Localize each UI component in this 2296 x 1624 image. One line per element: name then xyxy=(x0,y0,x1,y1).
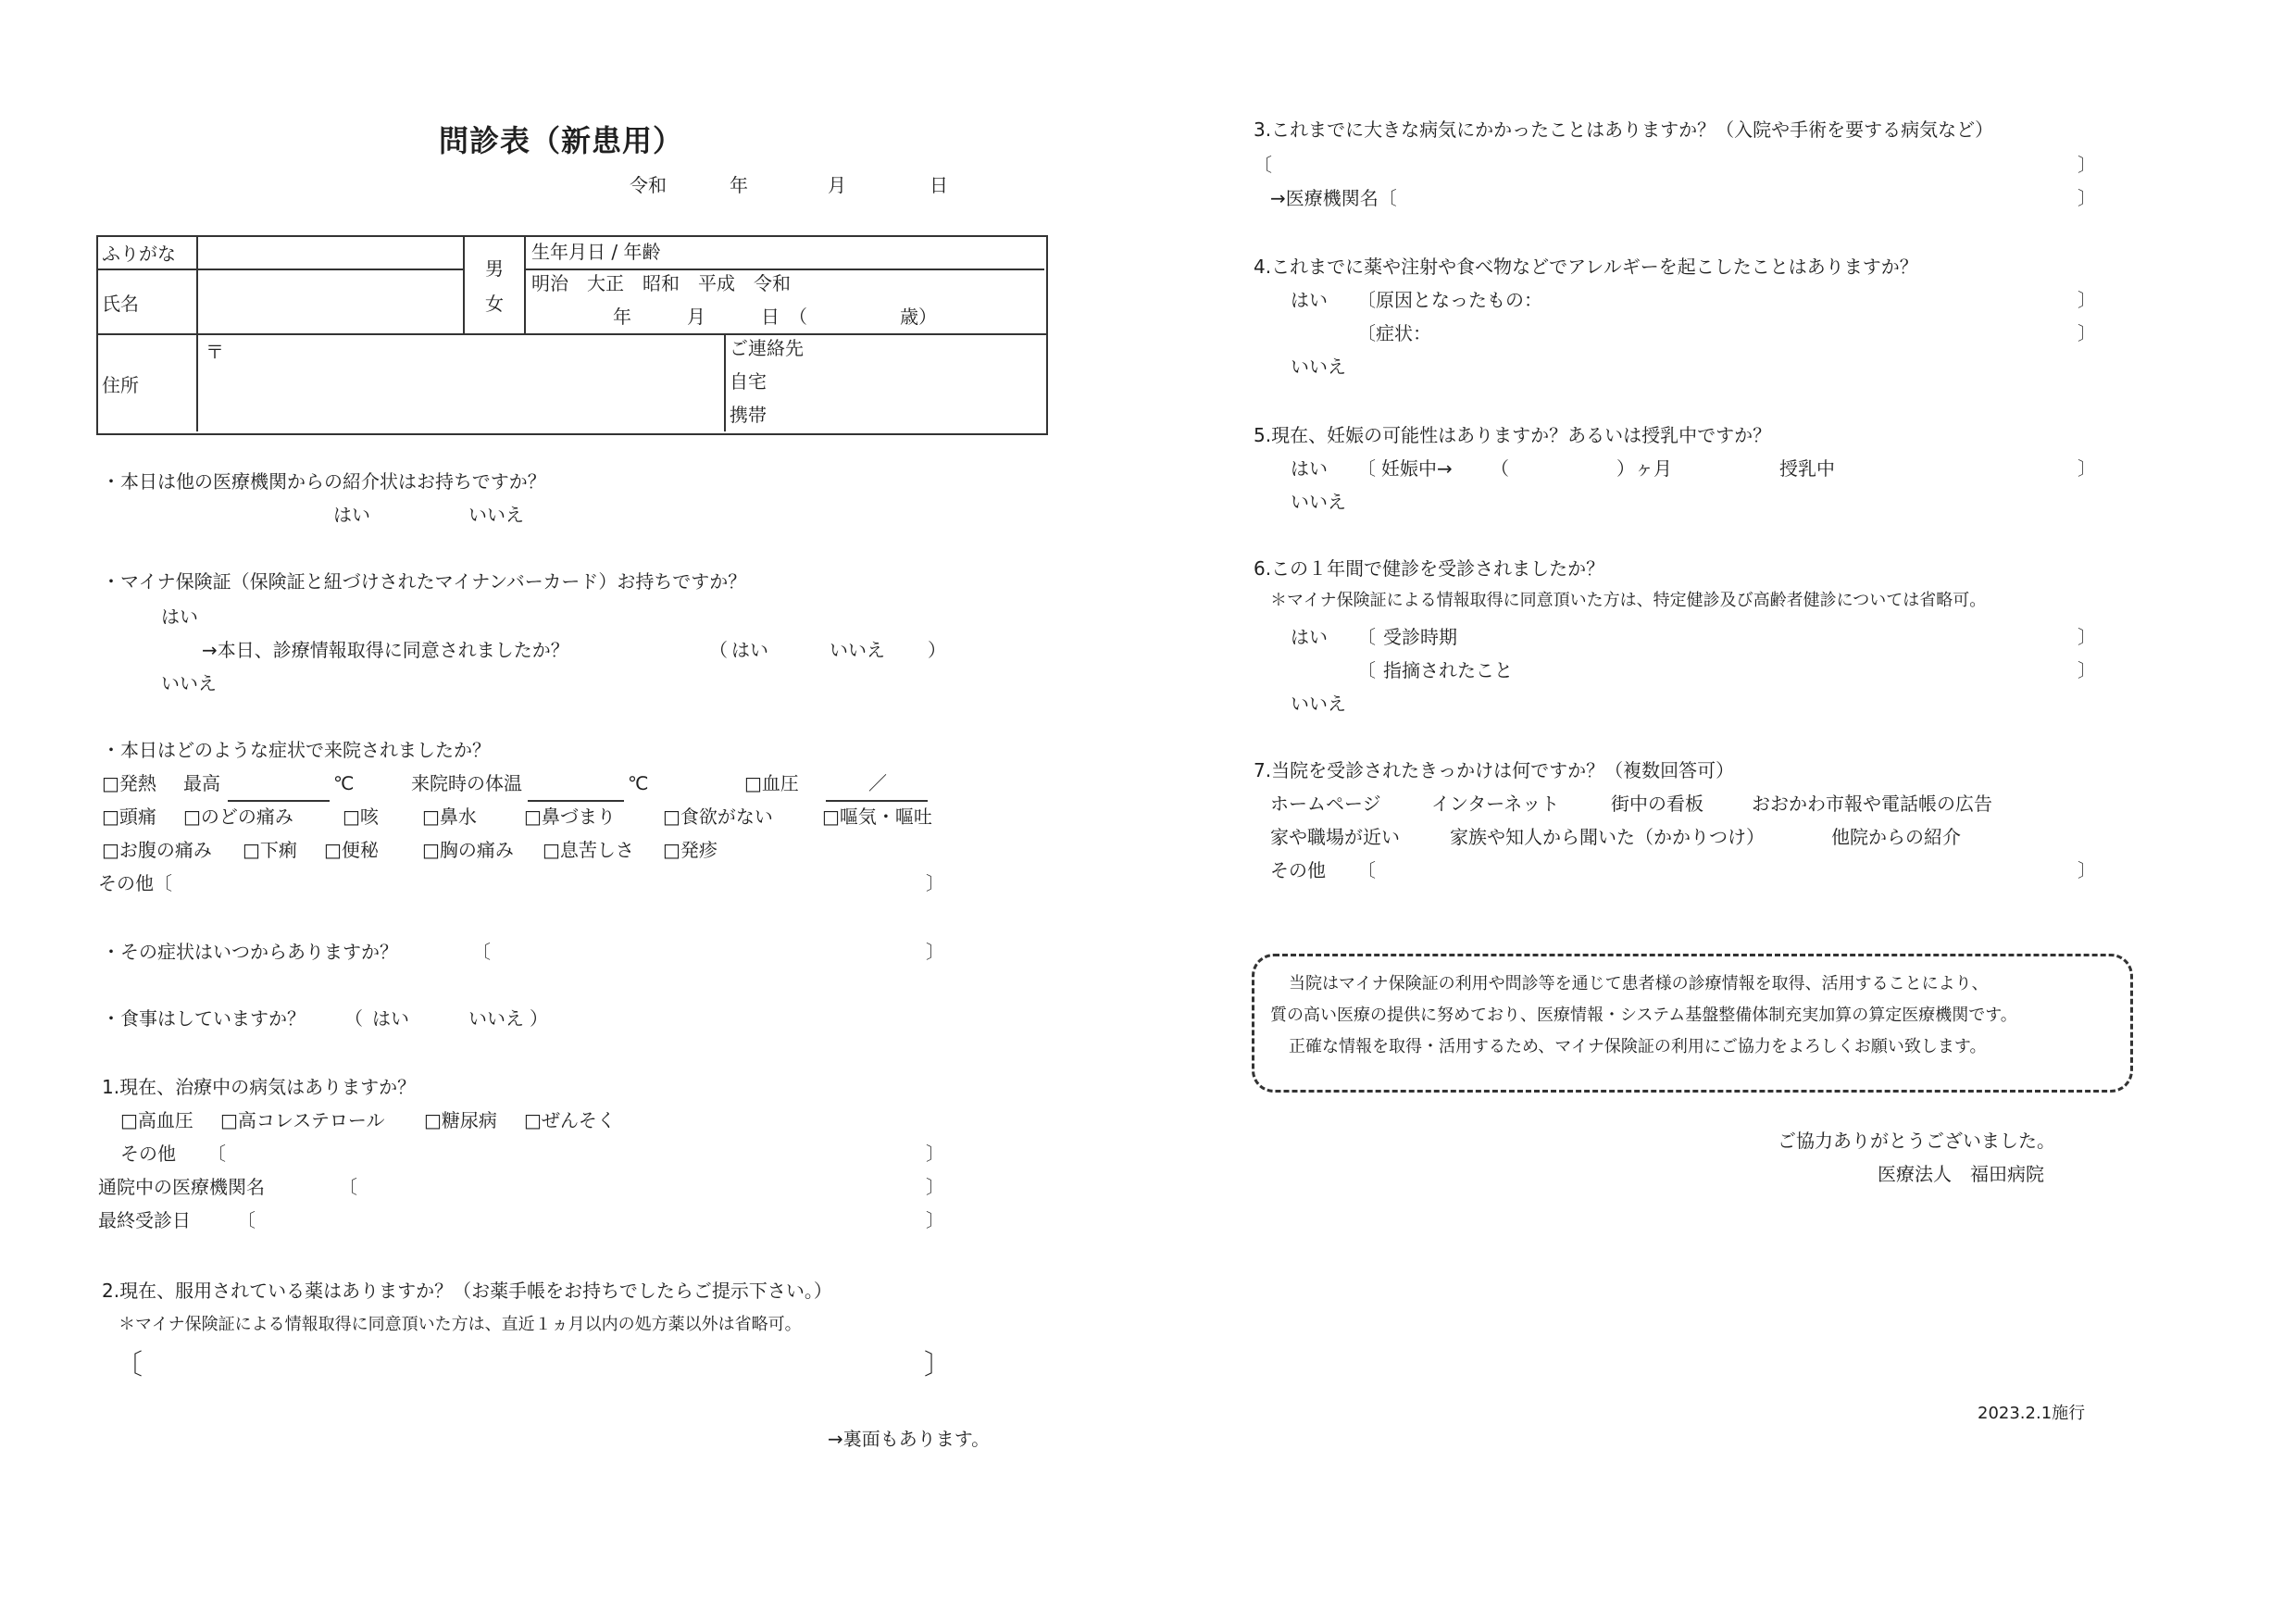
since-field[interactable] xyxy=(494,939,922,965)
q6-timing-open: 〔 xyxy=(1357,626,1376,648)
symptom-blood-pressure[interactable]: □血圧 xyxy=(744,772,799,794)
q5-open: 〔 xyxy=(1357,457,1376,480)
q1-last-visit-open: 〔 xyxy=(237,1209,256,1231)
q6-timing-close: 〕 xyxy=(2078,626,2096,648)
q7-other-close: 〕 xyxy=(2078,859,2096,881)
since-open: 〔 xyxy=(472,941,491,963)
mobile-phone-label: 携帯 xyxy=(730,404,767,426)
notice-line-1: 当院はマイナ保険証の利用や問診等を通じて患者様の診療情報を取得、活用することにより、 xyxy=(1289,974,1989,993)
consent-paren-open: （ xyxy=(709,639,728,661)
bp-slash: ／ xyxy=(868,772,887,794)
q5-months-label: ）ヶ月 xyxy=(1616,457,1672,480)
table-line xyxy=(524,235,526,333)
q1-clinic-close: 〕 xyxy=(926,1176,944,1198)
sex-male[interactable]: 男 xyxy=(485,257,504,280)
q5-question: 5.現在、妊娠の可能性はありますか？あるいは授乳中ですか？ xyxy=(1254,424,1772,446)
consent-paren-close: ） xyxy=(928,639,946,661)
fever-max-label: 最高 xyxy=(183,772,220,794)
table-line xyxy=(96,333,1046,335)
q6-findings-close: 〕 xyxy=(2078,659,2096,681)
q7-heard[interactable]: 家族や知人から聞いた（かかりつけ） xyxy=(1450,826,1765,848)
since-close: 〕 xyxy=(926,941,944,963)
hospital-name: 医療法人 福田病院 xyxy=(1878,1163,2044,1185)
since-question: ・その症状はいつからありますか？ xyxy=(102,941,398,963)
symptom-stuffy-nose[interactable]: □鼻づまり xyxy=(524,806,616,828)
q4-symptom-field[interactable] xyxy=(1444,320,2074,346)
form-title: 問診表（新患用） xyxy=(439,123,684,158)
q5-no[interactable]: いいえ xyxy=(1291,491,1346,513)
address-label: 住所 xyxy=(102,374,139,396)
table-line xyxy=(196,235,198,431)
symptom-nausea[interactable]: □嘔気・嘔吐 xyxy=(822,806,932,828)
furigana-field[interactable] xyxy=(200,239,459,265)
q4-symptom-close: 〕 xyxy=(2078,322,2096,344)
celsius-unit: ℃ xyxy=(333,772,355,794)
q1-diabetes[interactable]: □糖尿病 xyxy=(424,1109,497,1131)
q7-homepage[interactable]: ホームページ xyxy=(1270,793,1381,815)
date-year: 年 xyxy=(730,174,748,196)
q4-yes[interactable]: はい xyxy=(1291,289,1328,311)
celsius-unit: ℃ xyxy=(628,772,649,794)
notice-line-3: 正確な情報を取得・活用するため、マイナ保険証の利用にご協力をよろしくお願い致します。 xyxy=(1289,1037,1987,1056)
consent-yes[interactable]: はい xyxy=(731,639,768,661)
q4-cause-field[interactable] xyxy=(1552,287,2074,313)
fever-max-field[interactable] xyxy=(228,800,330,802)
postal-mark: 〒 xyxy=(206,341,224,363)
date-day: 日 xyxy=(930,174,948,196)
q4-cause-label: 〔原因となったもの： xyxy=(1357,289,1542,311)
home-phone-label: 自宅 xyxy=(730,370,767,393)
mynumber-no[interactable]: いいえ xyxy=(161,672,217,694)
address-field[interactable] xyxy=(200,337,720,428)
q1-other-field[interactable] xyxy=(230,1141,922,1167)
q2-question: 2.現在、服用されている薬はありますか？（お薬手帳をお持ちでしたらご提示下さい。） xyxy=(102,1280,832,1302)
q3-field[interactable] xyxy=(1278,152,2074,178)
q1-last-visit-field[interactable] xyxy=(259,1207,922,1233)
q3-question: 3.これまでに大きな病気にかかったことはありますか？（入院や手術を要する病気など） xyxy=(1254,119,1994,141)
q6-findings-field[interactable] xyxy=(1526,657,2074,683)
symptom-runny-nose[interactable]: □鼻水 xyxy=(422,806,477,828)
symptom-chest[interactable]: □胸の痛み xyxy=(422,839,514,861)
name-field[interactable] xyxy=(200,272,459,330)
q7-city-news[interactable]: おおかわ市報や電話帳の広告 xyxy=(1752,793,1992,815)
notice-line-2: 質の高い医療の提供に努めており、医療情報・システム基盤整備体制充実加算の算定医療機関です。 xyxy=(1270,1006,2017,1025)
referral-no[interactable]: いいえ xyxy=(468,504,524,526)
table-line xyxy=(524,269,1044,270)
q6-note: ＊マイナ保険証による情報取得に同意頂いた方は、特定健診及び高齢者健診については省略可。 xyxy=(1270,591,1987,610)
sex-female[interactable]: 女 xyxy=(485,293,504,315)
q6-question: 6.この１年間で健診を受診されましたか？ xyxy=(1254,557,1605,580)
meal-paren-open: （ xyxy=(344,1007,363,1030)
arrival-temp-field[interactable] xyxy=(528,800,624,802)
q4-symptom-label: 〔症状： xyxy=(1357,322,1431,344)
symptom-no-appetite[interactable]: □食欲がない xyxy=(663,806,773,828)
q4-question: 4.これまでに薬や注射や食べ物などでアレルギーを起こしたことはありますか？ xyxy=(1254,256,1918,278)
q1-hbp[interactable]: □高血圧 xyxy=(120,1109,193,1131)
meal-yes[interactable]: はい xyxy=(372,1007,409,1030)
symptoms-question: ・本日はどのような症状で来院されましたか？ xyxy=(102,739,491,761)
symptom-other-field[interactable] xyxy=(181,870,922,896)
birth-eras[interactable]: 明治 大正 昭和 平成 令和 xyxy=(531,272,791,294)
table-line xyxy=(724,333,726,431)
q2-close: 〕 xyxy=(924,1349,952,1381)
meal-question: ・食事はしていますか？ xyxy=(102,1007,306,1030)
q3-institution-close: 〕 xyxy=(2078,187,2096,209)
meal-no[interactable]: いいえ xyxy=(468,1007,524,1030)
date-era: 令和 xyxy=(630,174,667,196)
q3-institution-label: →医療機関名〔 xyxy=(1270,187,1397,209)
q7-question: 7.当院を受診されたきっかけは何ですか？（複数回答可） xyxy=(1254,759,1735,781)
consent-no[interactable]: いいえ xyxy=(830,639,885,661)
q6-yes[interactable]: はい xyxy=(1291,626,1328,648)
effective-date: 2023.2.1施行 xyxy=(1978,1404,2086,1423)
q5-nursing[interactable]: 授乳中 xyxy=(1779,457,1835,480)
q7-other-open: 〔 xyxy=(1357,859,1376,881)
q7-internet[interactable]: インターネット xyxy=(1431,793,1560,815)
bp-field[interactable] xyxy=(826,800,928,802)
thanks-text: ご協力ありがとうございました。 xyxy=(1778,1130,2055,1152)
q6-findings-open: 〔 xyxy=(1357,659,1376,681)
q1-asthma[interactable]: □ぜんそく xyxy=(524,1109,616,1131)
symptom-fever[interactable]: □発熱 xyxy=(102,772,156,794)
q1-other-open: 〔 xyxy=(207,1143,226,1165)
arrival-temp-label: 来院時の体温 xyxy=(411,772,522,794)
q4-cause-close: 〕 xyxy=(2078,289,2096,311)
q1-clinic-open: 〔 xyxy=(339,1176,357,1198)
q6-no[interactable]: いいえ xyxy=(1291,693,1346,715)
q3-institution-field[interactable] xyxy=(1413,185,2074,211)
q1-clinic-field[interactable] xyxy=(361,1174,922,1200)
q2-note: ＊マイナ保険証による情報取得に同意頂いた方は、直近１ヵ月以内の処方薬以外は省略可。 xyxy=(119,1315,802,1334)
symptom-throat[interactable]: □のどの痛み xyxy=(183,806,293,828)
q7-other-field[interactable] xyxy=(1379,857,2074,883)
table-line xyxy=(96,269,465,270)
date-month: 月 xyxy=(828,174,846,196)
symptom-diarrhea[interactable]: □下痢 xyxy=(243,839,297,861)
name-label: 氏名 xyxy=(102,293,139,315)
q1-cholesterol[interactable]: □高コレステロール xyxy=(220,1109,385,1131)
q7-near-home[interactable]: 家や職場が近い xyxy=(1270,826,1400,848)
back-side-note: →裏面もあります。 xyxy=(828,1428,991,1450)
q1-clinic-label: 通院中の医療機関名 xyxy=(98,1176,265,1198)
symptom-constipation[interactable]: □便秘 xyxy=(324,839,379,861)
symptom-stomach[interactable]: □お腹の痛み xyxy=(102,839,212,861)
q1-other-label: その他 xyxy=(120,1143,176,1165)
symptom-other-label: その他〔 xyxy=(98,872,172,894)
q5-yes[interactable]: はい xyxy=(1291,457,1328,480)
q6-timing-label: 受診時期 xyxy=(1383,626,1457,648)
q4-no[interactable]: いいえ xyxy=(1291,356,1346,378)
symptom-headache[interactable]: □頭痛 xyxy=(102,806,156,828)
q1-last-visit-label: 最終受診日 xyxy=(98,1209,191,1231)
q5-paren-open: （ xyxy=(1491,457,1509,480)
birth-ymd[interactable]: 年 月 日 （ 歳） xyxy=(613,306,937,328)
q3-open: 〔 xyxy=(1254,154,1272,176)
consent-question: →本日、診療情報取得に同意されましたか？ xyxy=(202,639,569,661)
q5-months-field[interactable] xyxy=(1515,456,1615,481)
contact-label: ご連絡先 xyxy=(730,337,804,359)
mynumber-yes[interactable]: はい xyxy=(161,606,198,628)
symptom-breath[interactable]: □息苦しさ xyxy=(543,839,634,861)
q7-signboard[interactable]: 街中の看板 xyxy=(1611,793,1703,815)
table-line xyxy=(463,235,465,333)
q5-close: 〕 xyxy=(2078,457,2096,480)
symptom-cough[interactable]: □咳 xyxy=(343,806,379,828)
q6-findings-label: 指摘されたこと xyxy=(1383,659,1513,681)
birth-label: 生年月日 / 年齢 xyxy=(531,241,661,263)
symptom-rash[interactable]: □発疹 xyxy=(663,839,718,861)
furigana-label: ふりがな xyxy=(102,243,176,265)
q1-question: 1.現在、治療中の病気はありますか？ xyxy=(102,1076,417,1098)
q1-last-visit-close: 〕 xyxy=(926,1209,944,1231)
q2-open: 〔 xyxy=(115,1349,143,1381)
q2-medication-field[interactable] xyxy=(148,1348,922,1381)
q1-other-close: 〕 xyxy=(926,1143,944,1165)
q6-timing-field[interactable] xyxy=(1476,624,2074,650)
mynumber-question: ・マイナ保険証（保険証と紐づけされたマイナンバーカード）お持ちですか？ xyxy=(102,570,747,593)
q3-close: 〕 xyxy=(2078,154,2096,176)
q7-referral[interactable]: 他院からの紹介 xyxy=(1831,826,1961,848)
q5-pregnant[interactable]: 妊娠中→ xyxy=(1381,457,1453,480)
referral-yes[interactable]: はい xyxy=(333,504,370,526)
referral-question: ・本日は他の医療機関からの紹介状はお持ちですか？ xyxy=(102,470,546,493)
symptom-other-close: 〕 xyxy=(926,872,944,894)
meal-paren-close: ） xyxy=(530,1007,548,1030)
q7-other-label: その他 xyxy=(1270,859,1326,881)
